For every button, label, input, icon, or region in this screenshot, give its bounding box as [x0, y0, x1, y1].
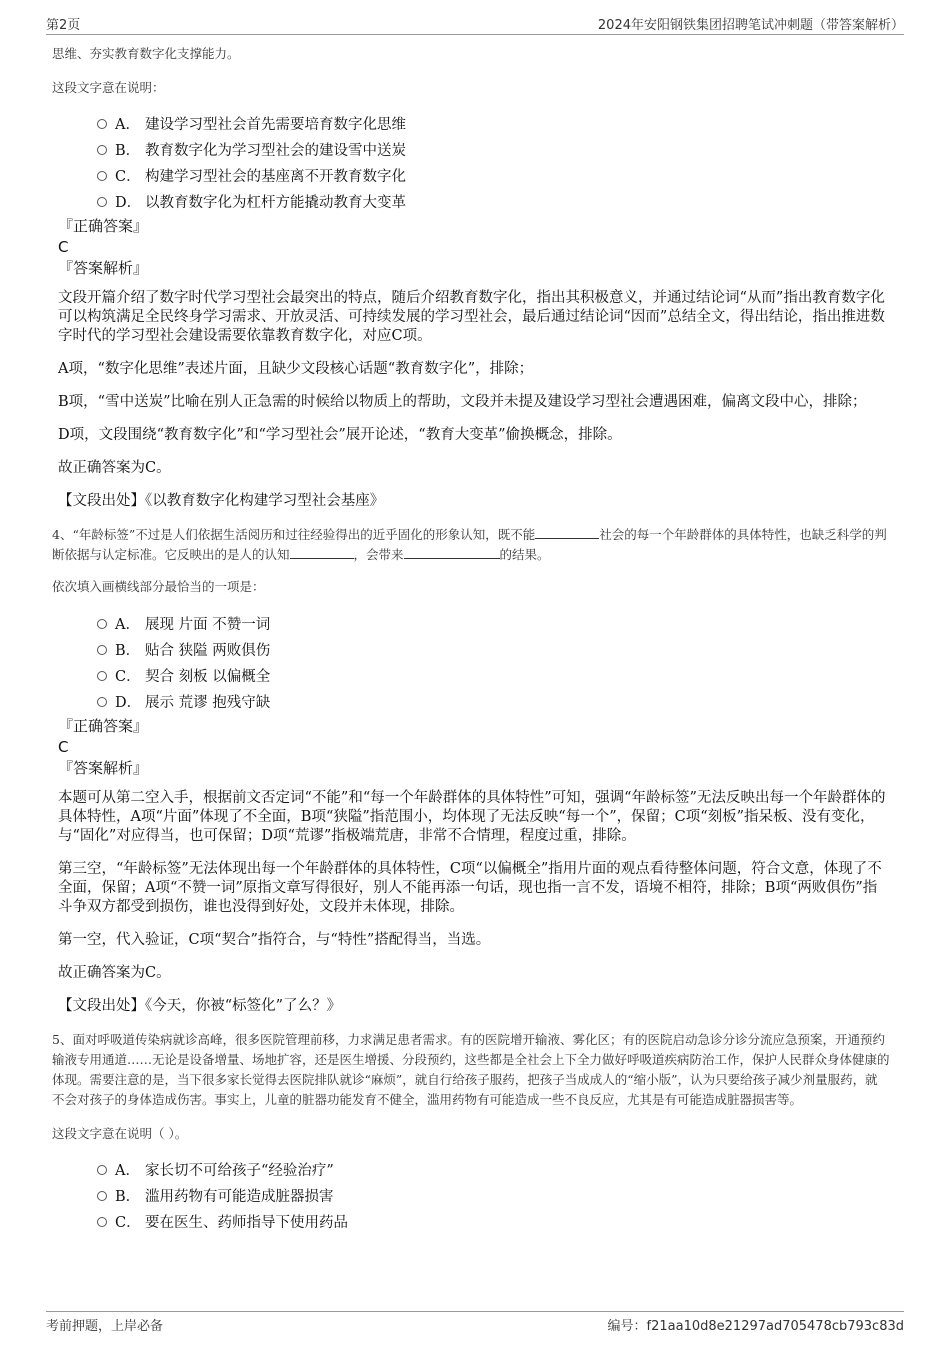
q3-option-b[interactable]: B． 教育数字化为学习型社会的建设雪中送炭	[52, 136, 890, 162]
q4-prompt: 依次填入画横线部分最恰当的一项是：	[52, 579, 265, 594]
q3-answer-label: 『正确答案』	[58, 217, 149, 235]
page-number: 第2页	[46, 18, 81, 33]
q3-analysis-para: 故正确答案为C。	[58, 460, 171, 476]
radio-icon[interactable]	[97, 671, 107, 681]
q5-stem: 5、面对呼吸道传染病就诊高峰，很多医院管理前移，力求满足患者需求。有的医院增开输液、雾化区；有的医院启动急诊分诊分流应急预案，开通预约输液专用通道……无论是设备增量、场地扩容，还是医生增援、分段预约，这些都是全社会上下全力做好呼吸道疾病防治工作，保护人民群众身体健康的体现。需要注意的是，当下很多家长觉得去医院排队就诊“麻烦”，就自行给孩子服药，把孩子当成成人的“缩小版”，认为只要给孩子减少剂量服药，就不会对孩子的身体造成伤害。事实上，儿童的脏器功能发育不健全，滥用药物有可能造成一些不良反应，尤其是有可能造成脏器损害等。	[52, 1032, 890, 1107]
q3-analysis-para: 文段开篇介绍了数字时代学习型社会最突出的特点，随后介绍教育数字化，指出其积极意义，并通过结论词“从而”指出教育数字化可以构筑满足全民终身学习需求、开放灵活、可持续发展的学习型社会，最后通过结论词“因而”总结全文，得出结论，指出推进数字时代的学习型社会建设需要依靠教育数字化，对应C项。	[58, 290, 885, 344]
radio-icon[interactable]	[97, 645, 107, 655]
footer-slogan: 考前押题，上岸必备	[46, 1319, 164, 1334]
q3-option-a[interactable]: A． 建设学习型社会首先需要培育数字化思维	[52, 110, 890, 136]
q3-option-c[interactable]: C． 构建学习型社会的基座离不开教育数字化	[52, 162, 890, 188]
q3-option-d[interactable]: D． 以教育数字化为杠杆方能撬动教育大变革	[52, 188, 890, 214]
q4-blank-2	[290, 545, 354, 559]
q4-blank-1	[535, 525, 599, 539]
q4-analysis-para: 故正确答案为C。	[58, 965, 171, 981]
radio-icon[interactable]	[97, 119, 107, 129]
q4-answer: C	[58, 738, 69, 756]
q4-option-d[interactable]: D． 展示 荒谬 抱残守缺	[52, 688, 890, 714]
q3-analysis-para: D项，文段围绕“教育数字化”和“学习型社会”展开论述，“教育大变革”偷换概念，排除。	[58, 427, 622, 443]
q4-source: 【文段出处】《今天，你被“标签化”了么？》	[58, 998, 342, 1014]
q3-analysis-label: 『答案解析』	[58, 259, 149, 277]
q3-analysis-para: A项，“数字化思维”表述片面，且缺少文段核心话题“教育数字化”，排除；	[58, 361, 534, 377]
page-header	[46, 12, 904, 35]
radio-icon[interactable]	[97, 145, 107, 155]
q5-option-c[interactable]: C． 要在医生、药师指导下使用药品	[52, 1208, 890, 1234]
radio-icon[interactable]	[97, 697, 107, 707]
q5-prompt: 这段文字意在说明（ ）。	[52, 1126, 188, 1141]
q3-options	[52, 110, 890, 214]
radio-icon[interactable]	[97, 619, 107, 629]
radio-icon[interactable]	[97, 1191, 107, 1201]
q4-analysis-label: 『答案解析』	[58, 759, 149, 777]
q4-answer-label: 『正确答案』	[58, 717, 149, 735]
q4-stem: 4、“年龄标签”不过是人们依据生活阅历和过往经验得出的近乎固化的形象认知，既不能 社会的每一个年龄群体的具体特性，也缺乏科学的判断依据与认定标准。它反映出的是人的认知 ，会带来 的结果。	[52, 527, 887, 562]
q3-analysis-para: B项，“雪中送炭”比喻在别人正急需的时候给以物质上的帮助，文段并未提及建设学习型社会遭遇困难，偏离文段中心，排除；	[58, 394, 867, 410]
q4-option-c[interactable]: C． 契合 刻板 以偏概全	[52, 662, 890, 688]
q4-option-b[interactable]: B． 贴合 狭隘 两败俱伤	[52, 636, 890, 662]
document-code: 编号：f21aa10d8e21297ad705478cb793c83d	[607, 1319, 904, 1334]
q4-blank-3	[404, 545, 500, 559]
q3-answer: C	[58, 238, 69, 256]
q3-tail-text: 思维、夯实教育数字化支撑能力。	[52, 46, 240, 61]
q5-options	[52, 1156, 890, 1234]
q3-prompt: 这段文字意在说明：	[52, 80, 165, 95]
q5-option-a[interactable]: A． 家长切不可给孩子“经验治疗”	[52, 1156, 890, 1182]
page-content	[52, 44, 890, 1234]
q4-analysis-para: 本题可从第二空入手，根据前文否定词“不能”和“每一个年龄群体的具体特性”可知，强调“年龄标签”无法反映出每一个年龄群体的具体特性，A项“片面”体现了不全面，B项“狭隘”指范围小，均体现了无法反映“每一个”，保留；C项“刻板”指呆板、没有变化，与“固化”对应得当，也可保留；D项“荒谬”指极端荒唐，非常不合情理，程度过重，排除。	[58, 790, 886, 844]
document-title: 2024年安阳钢铁集团招聘笔试冲刺题（带答案解析）	[597, 18, 904, 33]
q4-options	[52, 610, 890, 714]
q4-analysis-para: 第一空，代入验证，C项“契合”指符合，与“特性”搭配得当，当选。	[58, 932, 491, 948]
radio-icon[interactable]	[97, 171, 107, 181]
q4-option-a[interactable]: A． 展现 片面 不赞一词	[52, 610, 890, 636]
q4-analysis-para: 第三空，“年龄标签”无法体现出每一个年龄群体的具体特性，C项“以偏概全”指用片面的观点看待整体问题，符合文意，体现了不全面，保留；A项“不赞一词”原指文章写得很好，别人不能再添一句话，现也指一言不发，语境不相符，排除；B项“两败俱伤”指斗争双方都受到损伤，谁也没得到好处，文段并未体现，排除。	[58, 861, 882, 915]
page-footer	[46, 1311, 904, 1334]
q5-option-b[interactable]: B． 滥用药物有可能造成脏器损害	[52, 1182, 890, 1208]
radio-icon[interactable]	[97, 1165, 107, 1175]
q3-source: 【文段出处】《以教育数字化构建学习型社会基座》	[58, 493, 385, 509]
radio-icon[interactable]	[97, 1217, 107, 1227]
radio-icon[interactable]	[97, 197, 107, 207]
